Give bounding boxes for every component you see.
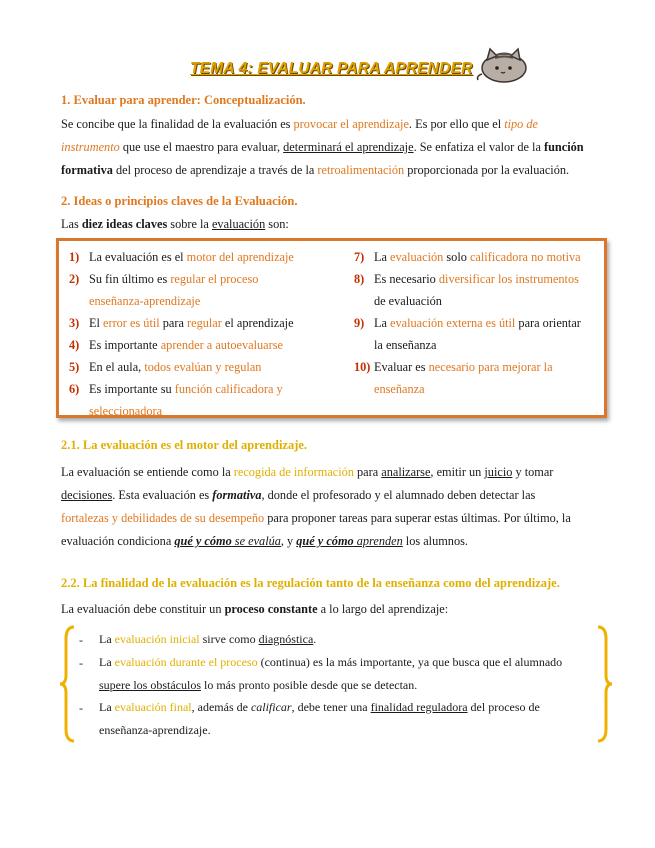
s1-line-3: formativa del proceso de aprendizaje a través de la retroalimentación proporcionada por la evaluación. bbox=[61, 163, 570, 177]
bullet-2: - bbox=[79, 656, 83, 670]
pusheen-cat-icon bbox=[474, 44, 530, 84]
bullet-1: - bbox=[79, 633, 83, 647]
section-2-1-heading: 2.1. La evaluación es el motor del aprendizaje. bbox=[61, 438, 308, 452]
s21-line-2: decisiones. Esta evaluación es formativa, donde el profesorado y el alumnado deben detectar las bbox=[61, 488, 536, 502]
s1-line-1: Se concibe que la finalidad de la evaluación es provocar el aprendizaje. Es por ello que el tipo de bbox=[61, 117, 539, 131]
s2-intro: Las diez ideas claves sobre la evaluación son: bbox=[61, 217, 289, 231]
bullet-2-text: La evaluación durante el proceso (continua) es la más importante, ya que busca que el alumnado supere los obstáculos lo más pronto posible desde que se detectan. bbox=[99, 655, 563, 692]
s22-intro: La evaluación debe constituir un proceso constante a lo largo del aprendizaje: bbox=[61, 602, 449, 616]
section-2-heading: 2. Ideas o principios claves de la Evaluación. bbox=[61, 194, 298, 208]
s21-line-4: evaluación condiciona qué y cómo se evalúa, y qué y cómo aprenden los alumnos. bbox=[61, 534, 468, 548]
bullet-3-text: La evaluación final, además de calificar, debe tener una finalidad reguladora del proceso de enseñanza-aprendizaje. bbox=[99, 700, 540, 737]
page-title: TEMA 4: EVALUAR PARA APRENDER bbox=[190, 60, 473, 77]
left-brace-icon bbox=[58, 625, 78, 743]
section-2-2-heading: 2.2. La finalidad de la evaluación es la regulación tanto de la enseñanza como del aprendizaje. bbox=[61, 576, 560, 590]
key-ideas-box: 1) La evaluación es el motor del aprendizaje 2) Su fin último es regular el proceso enseñanza-aprendizaje 3) El error es útil para regular el aprendizaje 4) Es importante aprender a autoevaluarse 5) En el aula, todos evalúan y regulan 6) Es importante su función calificadora y seleccionadora 7) La evaluación solo calificadora no motiva 8) Es necesario diversificar los instrumentos de evaluación 9) La evaluación externa es útil para orientar la enseñanza 10) Evaluar es necesario para mejorar la enseñanza bbox=[56, 238, 607, 418]
s21-line-3: fortalezas y debilidades de su desempeño para proponer tareas para superar estas últimas. Por último, la bbox=[61, 511, 571, 525]
section-1-heading: 1. Evaluar para aprender: Conceptualización. bbox=[61, 93, 306, 107]
bullet-3: - bbox=[79, 701, 83, 715]
s21-line-1: La evaluación se entiende como la recogida de información para analizarse, emitir un juicio y tomar bbox=[61, 465, 554, 479]
s1-line-2: instrumento que use el maestro para evaluar, determinará el aprendizaje. Se enfatiza el valor de la función bbox=[61, 140, 584, 154]
right-brace-icon bbox=[594, 625, 614, 743]
bullet-1-text: La evaluación inicial sirve como diagnóstica. bbox=[99, 632, 317, 646]
